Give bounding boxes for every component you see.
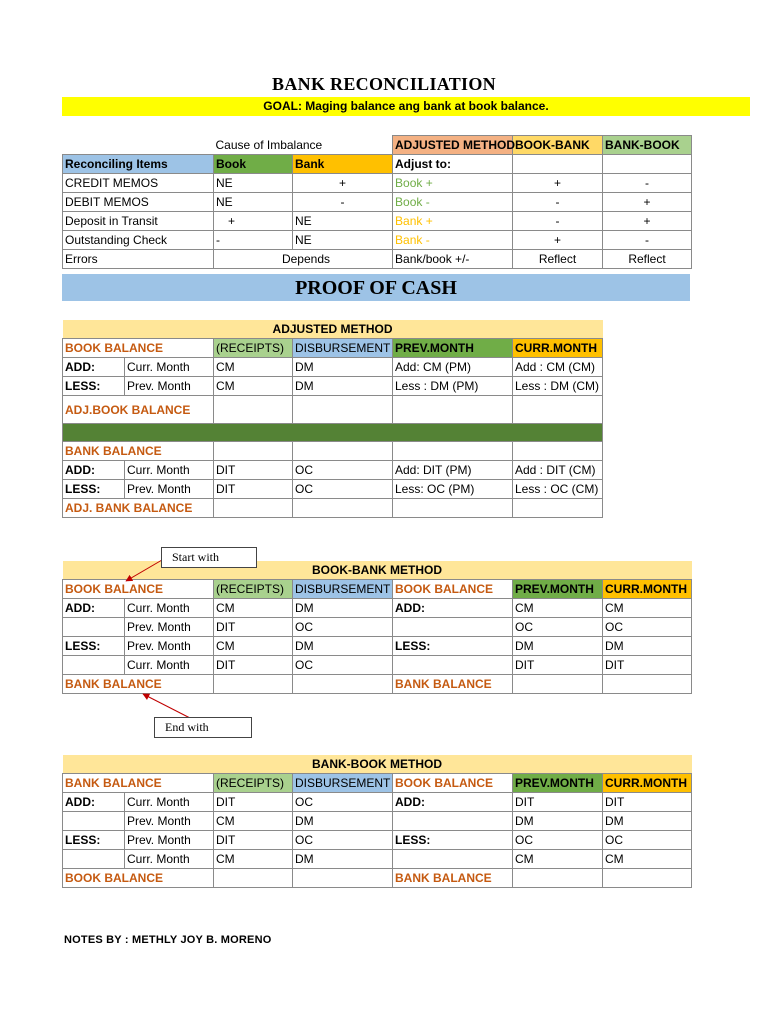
table-row: Prev. Month CM DM DM DM — [63, 812, 692, 831]
header-bank-book: BANK-BOOK — [603, 136, 692, 155]
header-reconciling-items: Reconciling Items — [63, 155, 214, 174]
table-row: Deposit in Transit + NE Bank + - + — [63, 212, 692, 231]
section-title: BOOK-BANK METHOD — [63, 561, 692, 580]
table-row: LESS: Prev. Month DIT OC LESS: OC OC — [63, 831, 692, 850]
table-row: Curr. Month CM DM CM CM — [63, 850, 692, 869]
header-adjusted-method: ADJUSTED METHOD — [393, 136, 513, 155]
table-row: BANK BALANCE — [63, 442, 603, 461]
table-row: ADJ.BOOK BALANCE — [63, 396, 603, 424]
table-row: ADD: Curr. Month CM DM ADD: CM CM — [63, 599, 692, 618]
adjusted-method-table: ADJUSTED METHOD BOOK BALANCE (RECEIPTS) DISBURSEMENT PREV.MONTH CURR.MONTH ADD: Curr. Month CM DM Add: CM (PM) Add : CM (CM) LESS: Prev. Month CM DM Less : DM (PM) Less : DM (CM) ADJ.BOOK BALANCE BANK BALANCE ADD: Curr. Month DIT OC Add: DIT (PM) Add : DIT (CM) LESS: Prev. Month DIT OC Less: OC (PM) Less : OC (CM) ADJ. BANK BALANCE — [62, 320, 603, 518]
notes-author: NOTES BY : METHLY JOY B. MORENO — [64, 934, 272, 946]
table-row: Prev. Month DIT OC OC OC — [63, 618, 692, 637]
header-bank: Bank — [293, 155, 393, 174]
table-row: BOOK BALANCE BANK BALANCE — [63, 869, 692, 888]
table-row: ADD: Curr. Month CM DM Add: CM (PM) Add : CM (CM) — [63, 358, 603, 377]
bank-book-method-table: BANK-BOOK METHOD BANK BALANCE (RECEIPTS) DISBURSEMENT BOOK BALANCE PREV.MONTH CURR.MONTH ADD: Curr. Month DIT OC ADD: DIT DIT Prev. Month CM DM DM DM LESS: Prev. Month DIT OC LESS: OC OC Curr. Month CM DM CM CM BOOK BALANCE BANK BALANCE — [62, 755, 692, 888]
proof-of-cash-heading: PROOF OF CASH — [62, 274, 690, 301]
table-row: LESS: Prev. Month CM DM Less : DM (PM) Less : DM (CM) — [63, 377, 603, 396]
end-with-callout: End with — [154, 717, 252, 738]
table-row: CREDIT MEMOS NE + Book + + - — [63, 174, 692, 193]
table-row: Errors Depends Bank/book +/- Reflect Reflect — [63, 250, 692, 269]
table-row: LESS: Prev. Month CM DM LESS: DM DM — [63, 637, 692, 656]
page-title: BANK RECONCILIATION — [272, 74, 496, 94]
table-row: ADD: Curr. Month DIT OC Add: DIT (PM) Add : DIT (CM) — [63, 461, 603, 480]
section-title: ADJUSTED METHOD — [63, 320, 603, 339]
table-row: Curr. Month DIT OC DIT DIT — [63, 656, 692, 675]
end-arrow — [143, 694, 190, 718]
table-row: Outstanding Check - NE Bank - + - — [63, 231, 692, 250]
book-bank-method-table: BOOK-BANK METHOD BOOK BALANCE (RECEIPTS) DISBURSEMENT BOOK BALANCE PREV.MONTH CURR.MONTH ADD: Curr. Month CM DM ADD: CM CM Prev. Month DIT OC OC OC LESS: Prev. Month CM DM LESS: DM DM Curr. Month DIT OC DIT DIT BANK BALANCE BANK BALANCE — [62, 561, 692, 694]
start-with-callout: Start with — [161, 547, 257, 568]
table-row: ADJ. BANK BALANCE — [63, 499, 603, 518]
header-book-bank: BOOK-BANK — [513, 136, 603, 155]
table-row: BANK BALANCE BANK BALANCE — [63, 675, 692, 694]
header-book: Book — [214, 155, 293, 174]
goal-banner: GOAL: Maging balance ang bank at book balance. — [62, 97, 750, 116]
section-title: BANK-BOOK METHOD — [63, 755, 692, 774]
reconciliation-table — [62, 135, 692, 269]
cause-label: Cause of Imbalance — [215, 137, 323, 152]
table-row: ADD: Curr. Month DIT OC ADD: DIT DIT — [63, 793, 692, 812]
table-row: LESS: Prev. Month DIT OC Less: OC (PM) Less : OC (CM) — [63, 480, 603, 499]
header-adjust-to: Adjust to: — [393, 155, 513, 174]
divider — [63, 424, 603, 442]
table-row: DEBIT MEMOS NE - Book - - + — [63, 193, 692, 212]
